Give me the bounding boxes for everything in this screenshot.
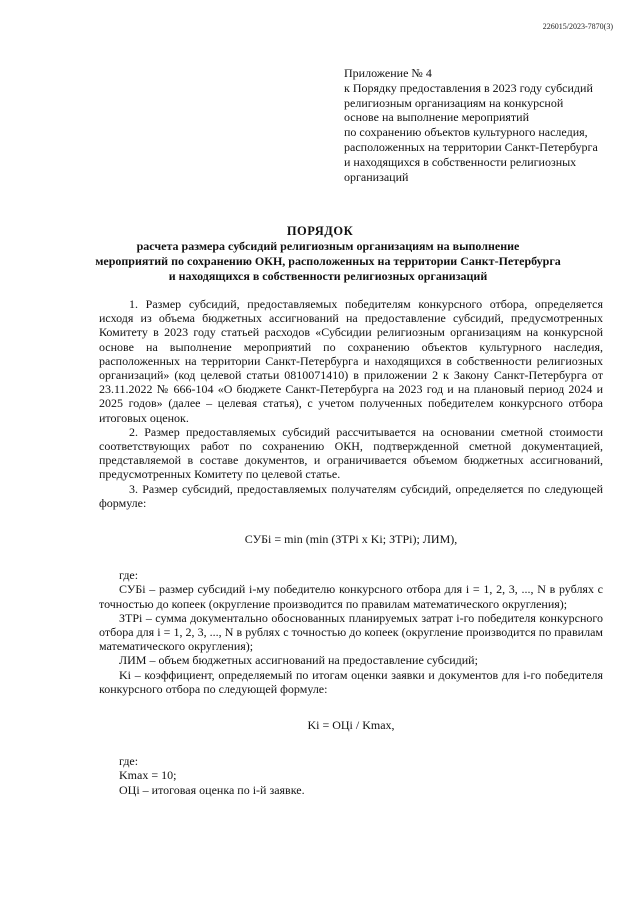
appendix-line: Приложение № 4 xyxy=(344,66,432,80)
paragraph-1: 1. Размер субсидий, предоставляемых победителям конкурсного отбора, определяется исходя из объема бюджетных ассигнований на предоставление субсидий, предусмотренных Комитету в 2023 году статьей расходов «Субсидии религиозным организациям на конкурсной основе на выполнение мероприятий по сохранению объектов культурного наследия, расположенных на территории Санкт-Петербурга и находящихся в собственности религиозных организаций» (код целевой статьи 0810071410) в приложении 2 к Закону Санкт-Петербурга от 23.11.2022 № 666-104 «О бюджете Санкт-Петербурга на 2023 год и на плановый период 2024 и 2025 годов» (далее – целевая статья), с учетом полученных победителем конкурсного отбора итоговых оценок. xyxy=(99,297,603,425)
registration-number: 226015/2023-7870(3) xyxy=(542,22,613,31)
paragraph-2: 2. Размер предоставляемых субсидий рассчитывается на основании сметной стоимости соответствующих работ по сохранению ОКН, подтвержденной сметной документацией, представляемой в составе документов, и ограничивается объемом бюджетных ассигнований, предусмотренных Комитету по целевой статье. xyxy=(99,424,603,482)
subtitle-line: мероприятий по сохранению ОКН, расположенных на территории Санкт-Петербурга xyxy=(95,254,561,268)
appendix-block xyxy=(344,66,614,184)
where-label: где: xyxy=(119,754,139,769)
definition-kmax: Kmax = 10; xyxy=(119,768,177,783)
document-title: ПОРЯДОК xyxy=(286,224,354,238)
document-subtitle xyxy=(86,239,570,284)
subtitle-line: расчета размера субсидий религиозным организациям на выполнение xyxy=(136,239,520,253)
appendix-line: организаций xyxy=(344,169,409,184)
appendix-line: к Порядку предоставления в 2023 году субсидий xyxy=(344,80,593,95)
document-body xyxy=(99,297,603,797)
formula-coefficient: Ki = ОЦi / Kmax, xyxy=(307,718,395,733)
subtitle-line: и находящихся в собственности религиозных организаций xyxy=(168,269,488,283)
where-label: где: xyxy=(119,568,139,583)
definition-ki: Ki – коэффициент, определяемый по итогам оценки заявки и документов для i-го победителя конкурсного отбора по следующей формуле: xyxy=(99,667,603,696)
paragraph-3: 3. Размер субсидий, предоставляемых получателям субсидий, определяется по следующей формуле: xyxy=(99,481,603,510)
definition-oc: ОЦi – итоговая оценка по i-й заявке. xyxy=(119,782,305,797)
appendix-line: по сохранению объектов культурного наследия, xyxy=(344,125,588,140)
appendix-line: и находящихся в собственности религиозных xyxy=(344,154,577,169)
formula-subsidy: СУБi = min (min (ЗТРi x Ki; ЗТРi); ЛИМ), xyxy=(244,532,458,547)
definition-lim: ЛИМ – объем бюджетных ассигнований на предоставление субсидий; xyxy=(119,653,478,668)
appendix-line: религиозным организациям на конкурсной xyxy=(344,95,564,110)
appendix-line: основе на выполнение мероприятий xyxy=(344,110,529,125)
definition-ztr: ЗТРi – сумма документально обоснованных планируемых затрат i-го победителя конкурсного отбора для i = 1, 2, 3, ..., N в рублях с точностью до копеек (округление производится по правилам математического округления); xyxy=(99,610,603,654)
definition-sub: СУБi – размер субсидий i-му победителю конкурсного отбора для i = 1, 2, 3, ..., N в рублях с точностью до копеек (округление производится по правилам математического округления); xyxy=(99,582,603,611)
appendix-line: расположенных на территории Санкт-Петербурга xyxy=(344,139,598,154)
